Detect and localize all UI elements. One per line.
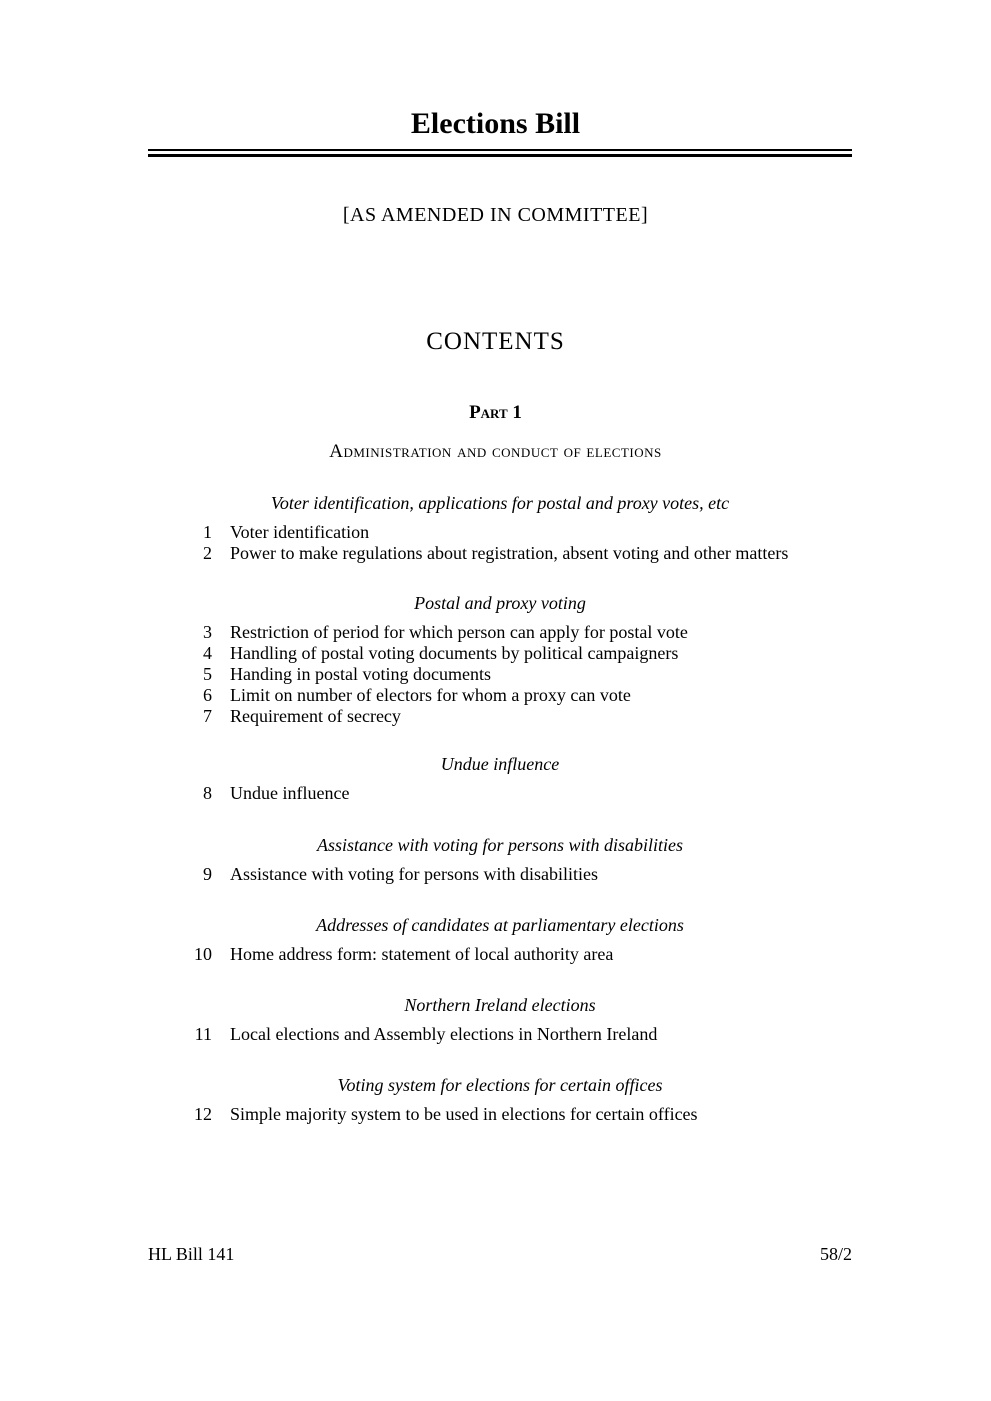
section-items: [148, 944, 852, 965]
clause-number: 9: [203, 864, 212, 884]
amendment-status: [AS AMENDED IN COMMITTEE]: [342, 204, 649, 226]
section-items: [148, 864, 852, 885]
toc-section: [148, 834, 852, 885]
toc-section: [148, 994, 852, 1045]
section-items: [148, 1024, 852, 1045]
clause-number: 3: [203, 622, 212, 642]
clause-title: Assistance with voting for persons with disabilities: [230, 864, 598, 884]
clause-number: 10: [194, 944, 212, 964]
clause-title: Home address form: statement of local authority area: [230, 944, 614, 964]
section-heading: Undue influence: [440, 754, 560, 774]
clause-title: Handling of postal voting documents by political campaigners: [230, 643, 679, 663]
toc-section: [148, 753, 852, 804]
part-label: Part 1: [469, 402, 522, 423]
section-items: [148, 522, 852, 564]
section-items: [148, 783, 852, 804]
title-double-rule: [148, 149, 852, 157]
clause-number: 8: [203, 783, 212, 803]
contents-item: [148, 622, 852, 643]
clause-title: Simple majority system to be used in elections for certain offices: [230, 1104, 698, 1124]
bill-reference: HL Bill 141: [148, 1244, 235, 1264]
section-heading: Voting system for elections for certain offices: [337, 1075, 663, 1095]
contents-item: [148, 944, 852, 965]
part-heading: Administration and conduct of elections: [329, 441, 662, 462]
contents-item: [148, 864, 852, 885]
contents-item: [148, 543, 852, 564]
clause-title: Undue influence: [230, 783, 350, 803]
clause-title: Requirement of secrecy: [230, 706, 401, 726]
section-heading: Addresses of candidates at parliamentary elections: [316, 915, 684, 935]
toc-section: [148, 914, 852, 965]
contents-heading: CONTENTS: [426, 328, 565, 355]
clause-number: 12: [194, 1104, 212, 1124]
toc-section: [148, 592, 852, 727]
document-title: Elections Bill: [410, 107, 581, 140]
contents-item: [148, 664, 852, 685]
clause-number: 4: [203, 643, 212, 663]
clause-title: Limit on number of electors for whom a proxy can vote: [230, 685, 631, 705]
section-items: [148, 622, 852, 727]
clause-number: 5: [203, 664, 212, 684]
section-items: [148, 1104, 852, 1125]
clause-title: Voter identification: [230, 522, 370, 542]
clause-number: 2: [203, 543, 212, 563]
contents-item: [148, 643, 852, 664]
contents-item: [148, 783, 852, 804]
toc-section: [148, 492, 852, 564]
toc-section: [148, 1074, 852, 1125]
contents-item: [148, 1104, 852, 1125]
clause-title: Handing in postal voting documents: [230, 664, 491, 684]
clause-number: 11: [194, 1024, 212, 1044]
clause-title: Restriction of period for which person can apply for postal vote: [230, 622, 688, 642]
section-heading: Northern Ireland elections: [404, 995, 596, 1015]
clause-number: 6: [203, 685, 212, 705]
page-footer: [148, 1243, 852, 1265]
contents-item: [148, 685, 852, 706]
section-heading: Assistance with voting for persons with disabilities: [316, 835, 683, 855]
session-reference: 58/2: [819, 1244, 852, 1264]
section-heading: Voter identification, applications for postal and proxy votes, etc: [270, 493, 730, 513]
section-heading: Postal and proxy voting: [414, 593, 586, 613]
clause-title: Local elections and Assembly elections in Northern Ireland: [230, 1024, 658, 1044]
clause-title: Power to make regulations about registration, absent voting and other matters: [230, 543, 789, 563]
clause-number: 1: [203, 522, 212, 542]
contents-item: [148, 522, 852, 543]
contents-item: [148, 706, 852, 727]
contents-item: [148, 1024, 852, 1045]
clause-number: 7: [203, 706, 212, 726]
